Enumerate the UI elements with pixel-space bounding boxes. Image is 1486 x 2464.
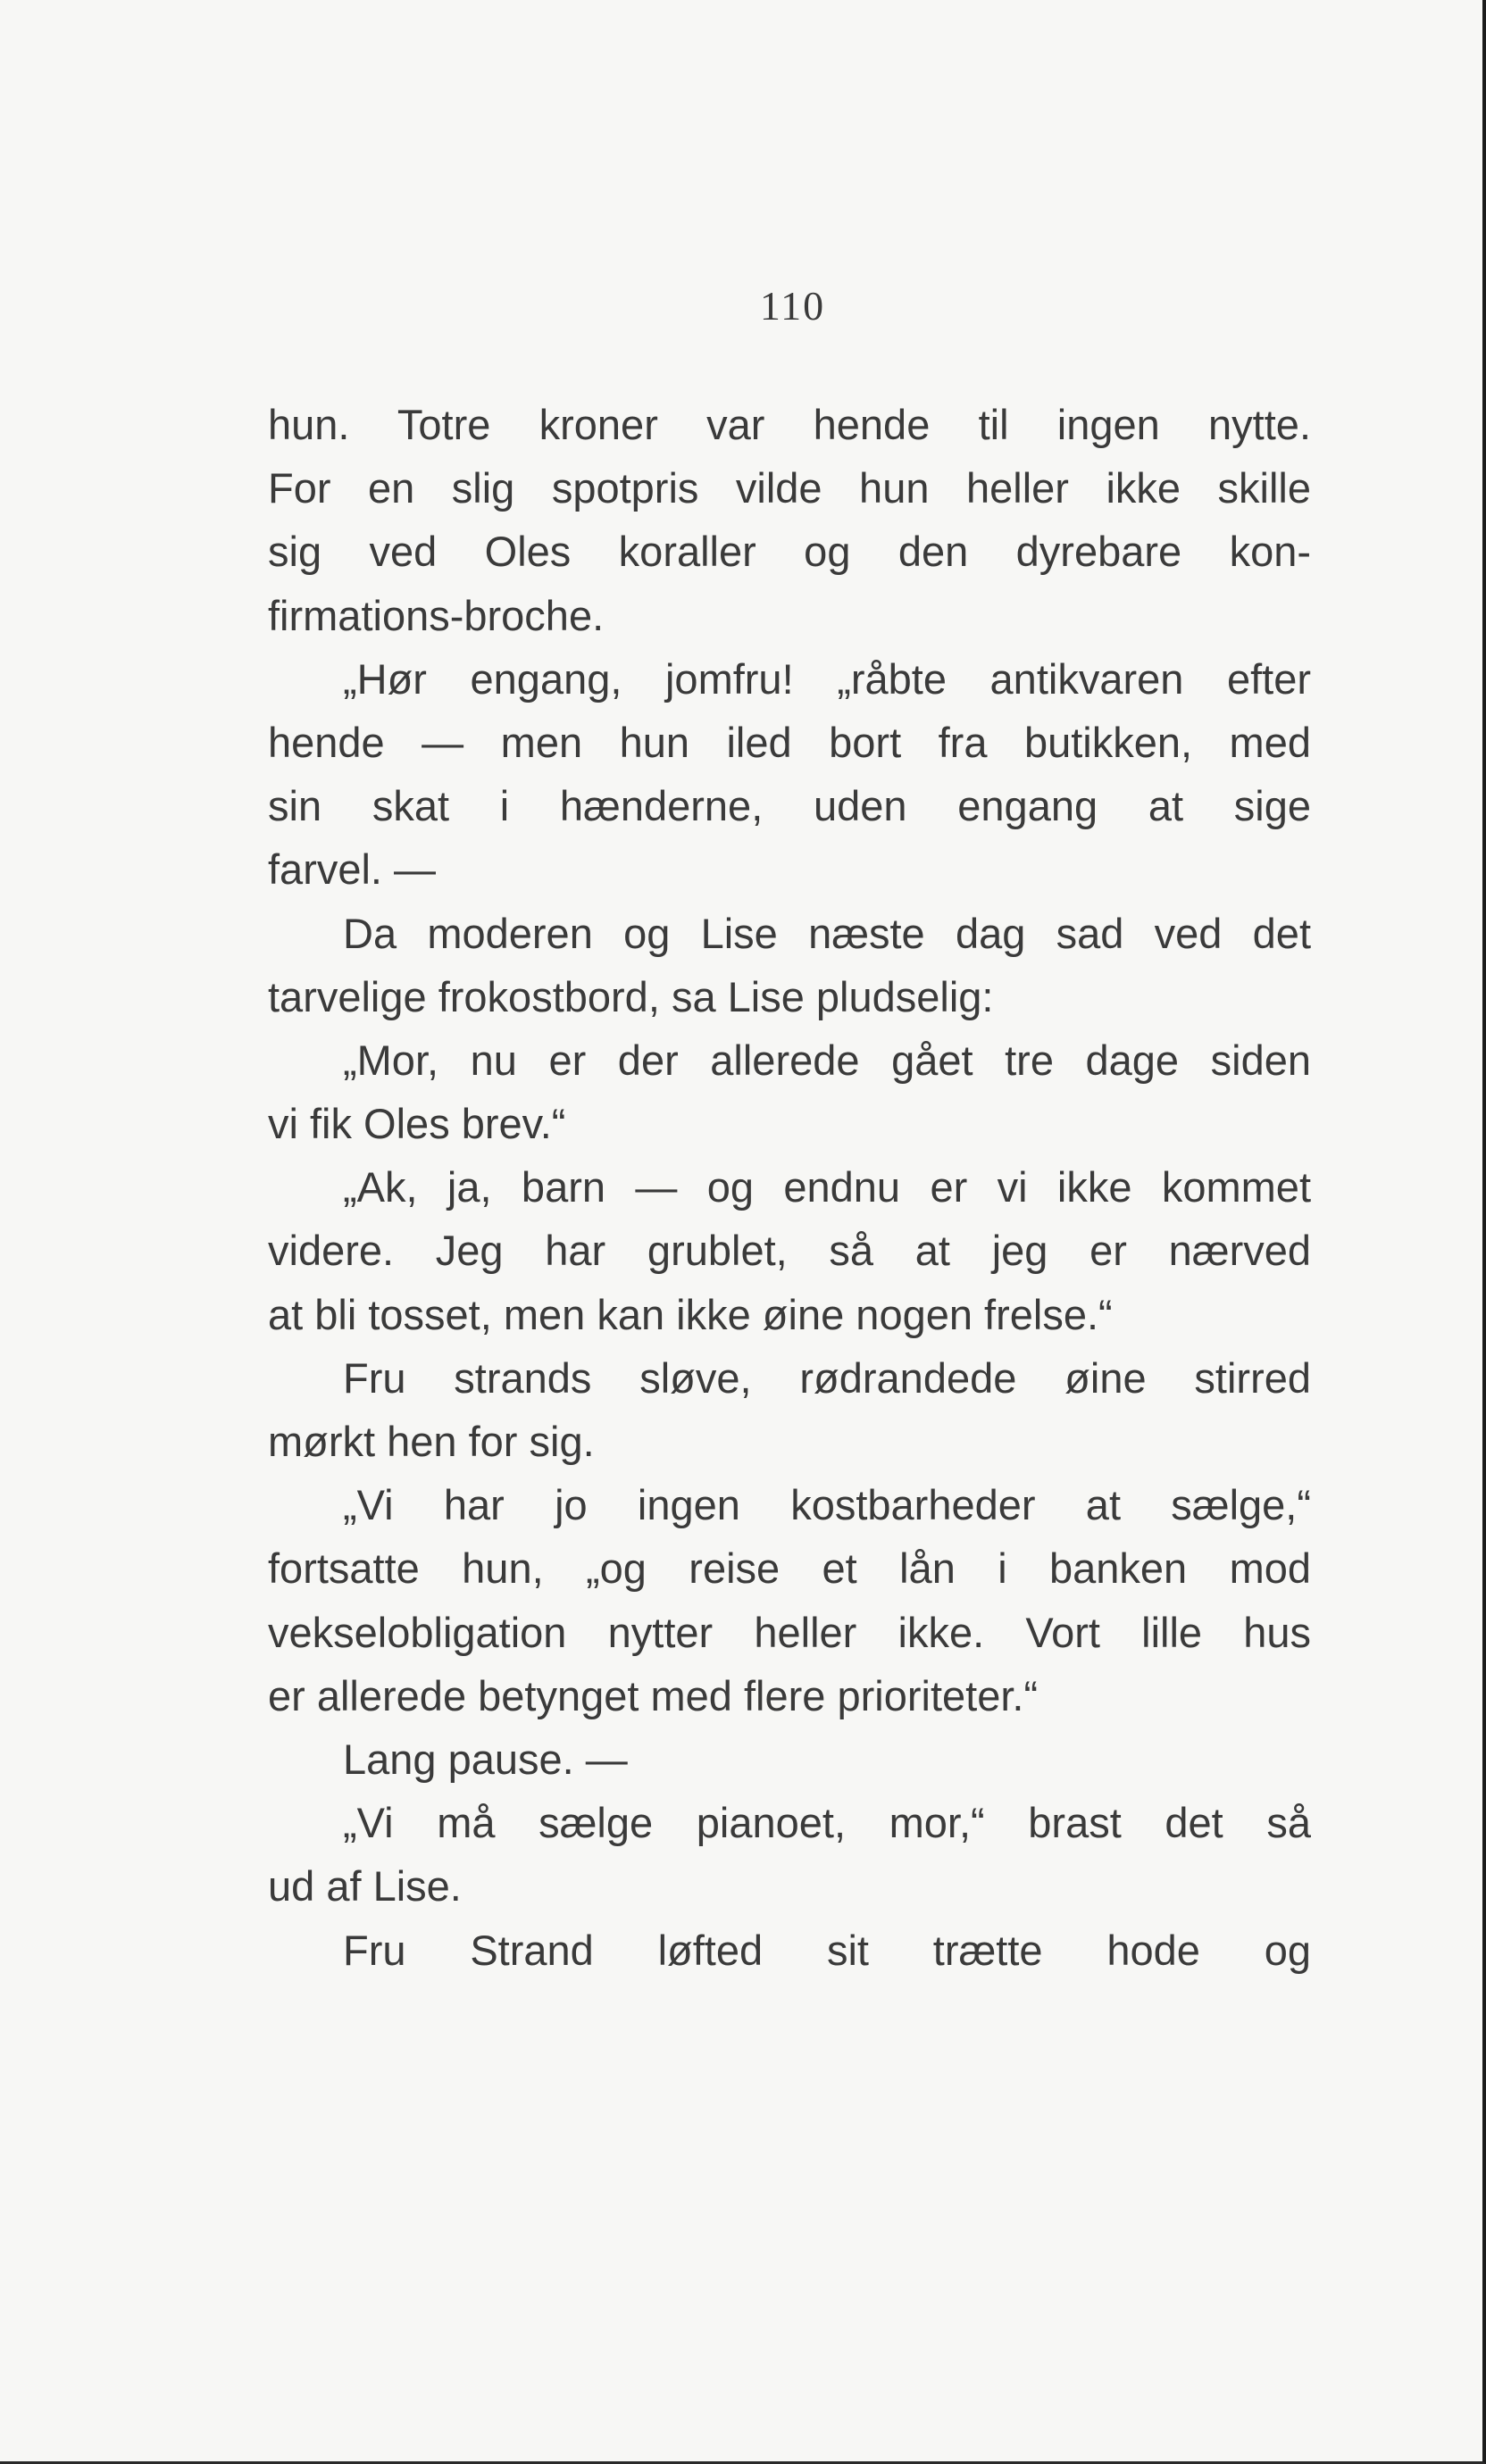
text-line: sin skat i hænderne, uden engang at sige — [268, 782, 1311, 830]
text-line: fortsatte hun, „og reise et lån i banken mod — [268, 1544, 1311, 1593]
text-line: er allerede betynget med flere prioriteter.“ — [268, 1671, 1039, 1719]
text-line: „Vi må sælge pianoet, mor,“ brast det så — [343, 1799, 1311, 1847]
text-line: Fru Strand løfted sit trætte hode og — [343, 1926, 1311, 1974]
text-line: mørkt hen for sig. — [268, 1418, 595, 1465]
body-text — [268, 393, 1311, 1982]
text-line: For en slig spotpris vilde hun heller ikke skille — [268, 464, 1311, 512]
text-line: videre. Jeg har grublet, så at jeg er nærved — [268, 1227, 1311, 1275]
text-line: „Ak, ja, barn — og endnu er vi ikke kommet — [343, 1163, 1311, 1211]
text-line: hende — men hun iled bort fra butikken, med — [268, 718, 1311, 766]
page-number: 110 — [759, 283, 826, 329]
text-line: Lang pause. — — [343, 1735, 628, 1783]
text-line: at bli tosset, men kan ikke øine nogen frelse.“ — [268, 1290, 1113, 1338]
text-line: tarvelige frokostbord, sa Lise pludselig: — [268, 972, 994, 1020]
text-line: Fru strands sløve, rødrandede øine stirred — [343, 1353, 1311, 1402]
text-line: „Mor, nu er der allerede gået tre dage siden — [343, 1036, 1311, 1084]
text-line: farvel. — — [268, 845, 437, 894]
text-line: „Hør engang, jomfru! „råbte antikvaren efter — [343, 654, 1311, 703]
text-line: firmations-broche. — [268, 591, 605, 639]
text-line: vi fik Oles brev.“ — [268, 1100, 566, 1148]
text-line: Da moderen og Lise næste dag sad ved det — [343, 909, 1311, 957]
text-line: „Vi har jo ingen kostbarheder at sælge,“ — [343, 1481, 1311, 1529]
text-line: ud af Lise. — [268, 1862, 462, 1910]
text-line: hun. Totre kroner var hende til ingen nytte. — [268, 401, 1311, 448]
text-line: vekselobligation nytter heller ikke. Vort lille hus — [268, 1608, 1311, 1656]
text-line: sig ved Oles koraller og den dyrebare kon- — [268, 528, 1311, 576]
